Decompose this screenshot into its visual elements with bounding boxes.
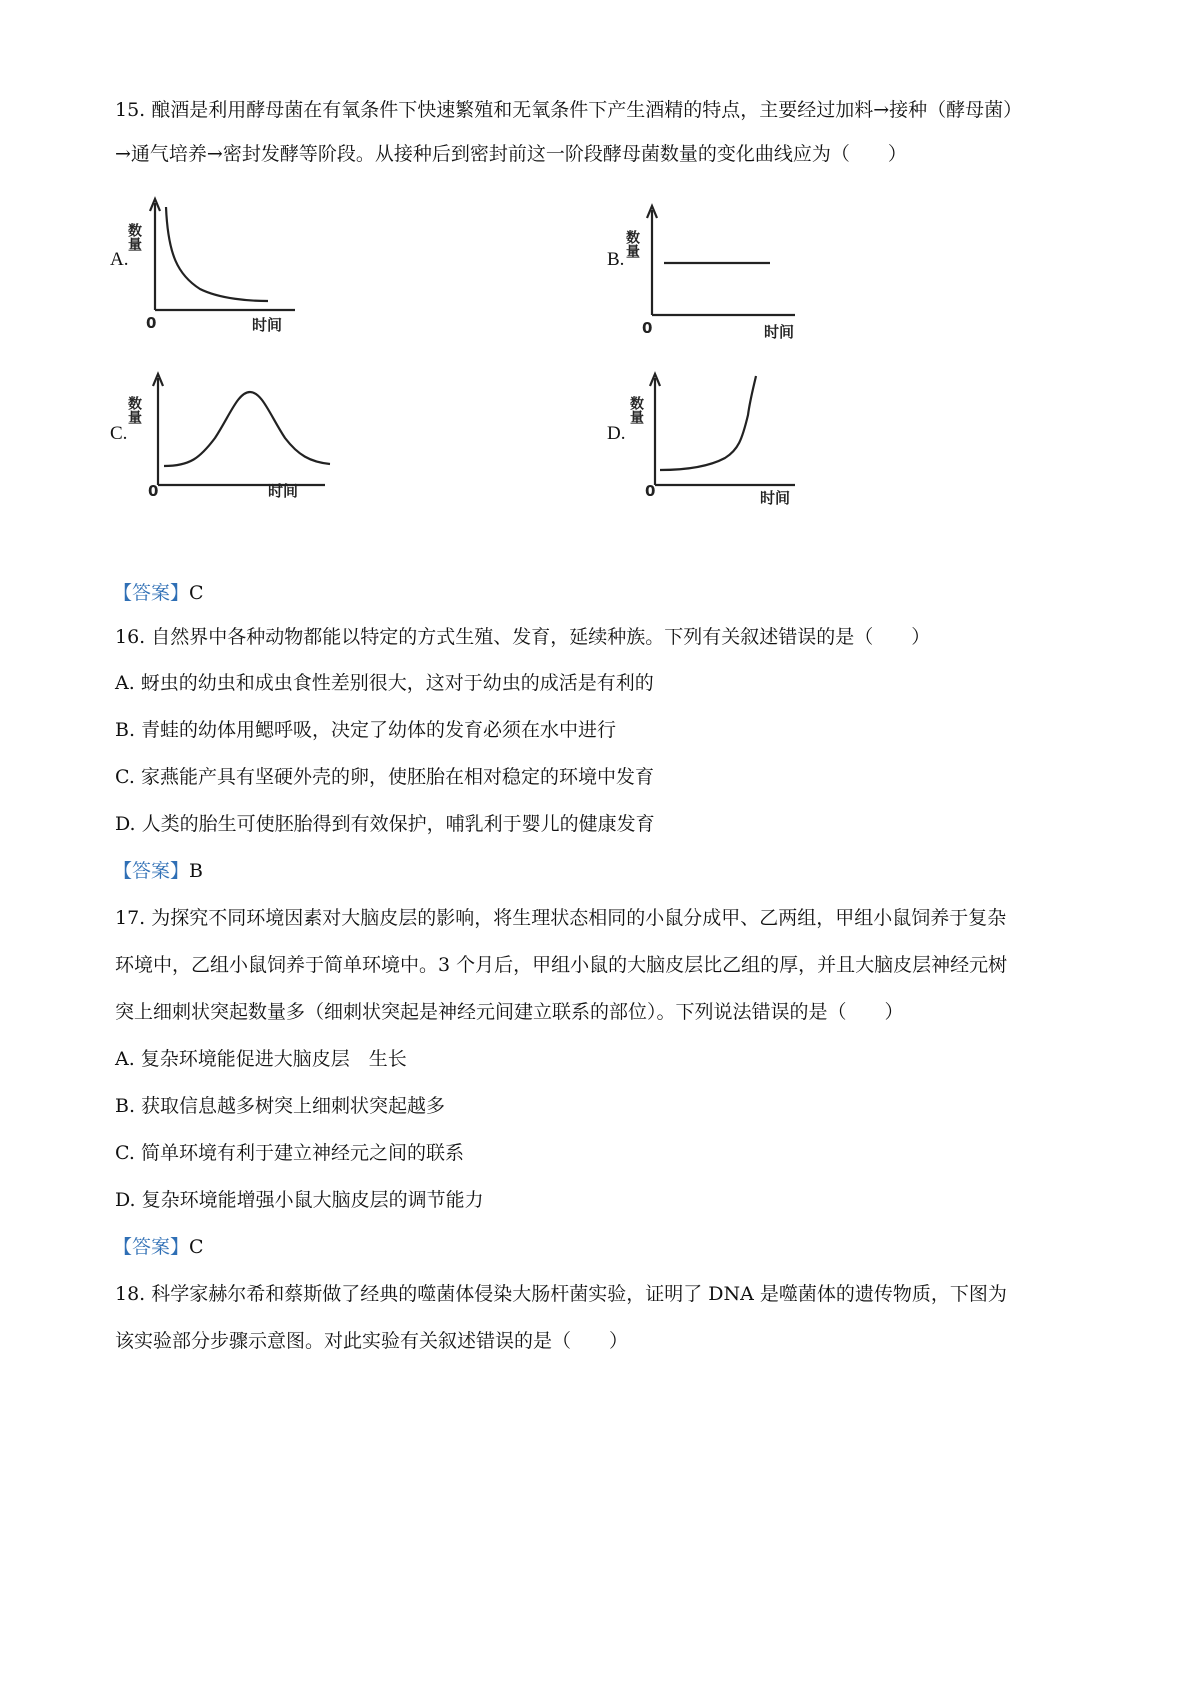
q15-graph-c-origin: 0	[148, 482, 159, 500]
q15-graph-d-ylabel: 数量	[628, 396, 644, 424]
q15-graph-d-curve	[660, 376, 756, 470]
q15-graph-a-curve	[166, 207, 268, 301]
q15-answer-label: 【答案】	[113, 582, 190, 604]
q15-graph-b-origin: 0	[642, 319, 653, 337]
q17-answer-value: C	[189, 1236, 204, 1258]
q15-graph-d-xlabel: 时间	[760, 489, 791, 507]
q16-answer-value: B	[189, 860, 203, 882]
q15-graph-b-xlabel: 时间	[764, 323, 795, 341]
q17-stem-line3: 突上细刺状突起数量多（细刺状突起是神经元间建立联系的部位）。下列说法错误的是（ ）	[115, 1001, 904, 1023]
q16-answer	[113, 859, 203, 883]
q15-stem-line1: 15. 酿酒是利用酵母菌在有氧条件下快速繁殖和无氧条件下产生酒精的特点，主要经过加料→接种（酵母菌）	[115, 99, 1023, 121]
q15-graph-a-xlabel: 时间	[252, 316, 283, 334]
q17-stem-line2: 环境中，乙组小鼠饲养于简单环境中。3 个月后，甲组小鼠的大脑皮层比乙组的厚，并且大脑皮层神经元树	[115, 954, 1008, 976]
q17-option-d: D. 复杂环境能增强小鼠大脑皮层的调节能力	[115, 1189, 484, 1211]
q15-graph-c	[126, 370, 330, 510]
q15-graph-a-origin: 0	[146, 314, 157, 332]
q17-stem-line1: 17. 为探究不同环境因素对大脑皮层的影响，将生理状态相同的小鼠分成甲、乙两组，甲组小鼠饲养于复杂	[115, 907, 1007, 929]
q16-option-c: C. 家燕能产具有坚硬外壳的卵，使胚胎在相对稳定的环境中发育	[115, 766, 654, 788]
q15-stem-line2: →通气培养→密封发酵等阶段。从接种后到密封前这一阶段酵母菌数量的变化曲线应为（ ）	[115, 143, 907, 165]
q17-option-a: A. 复杂环境能促进大脑皮层 生长	[115, 1048, 407, 1070]
q17-answer	[113, 1235, 204, 1259]
q15-option-a-letter: A.	[110, 249, 129, 270]
q15-graph-a	[126, 195, 300, 335]
q15-answer-value: C	[189, 582, 204, 604]
q15-option-c-letter: C.	[110, 423, 128, 444]
q15-graph-c-xlabel: 时间	[268, 482, 299, 500]
q15-graph-b	[624, 200, 800, 341]
q18-stem-line2: 该实验部分步骤示意图。对此实验有关叙述错误的是（ ）	[115, 1330, 629, 1352]
q16-option-d: D. 人类的胎生可使胚胎得到有效保护，哺乳利于婴儿的健康发育	[115, 813, 655, 835]
q16-option-a: A. 蚜虫的幼虫和成虫食性差别很大，这对于幼虫的成活是有利的	[115, 672, 654, 694]
q15-graph-d	[630, 370, 800, 515]
q18-stem-line1: 18. 科学家赫尔希和蔡斯做了经典的噬菌体侵染大肠杆菌实验，证明了 DNA 是噬菌体的遗传物质，下图为	[115, 1283, 1007, 1305]
q16-option-b: B. 青蛙的幼体用鳃呼吸，决定了幼体的发育必须在水中进行	[115, 719, 617, 741]
q15-graph-d-origin: 0	[645, 482, 656, 500]
q17-option-c: C. 简单环境有利于建立神经元之间的联系	[115, 1142, 464, 1164]
q15-graph-c-ylabel: 数量	[126, 396, 142, 424]
q15-graph-a-ylabel: 数量	[126, 223, 142, 251]
q15-option-d-letter: D.	[607, 423, 626, 444]
q15-graph-c-curve	[164, 392, 330, 466]
q17-option-b: B. 获取信息越多树突上细刺状突起越多	[115, 1095, 446, 1117]
q15-option-b-letter: B.	[607, 249, 625, 270]
q15-graph-b-ylabel: 数量	[624, 230, 640, 258]
q16-answer-label: 【答案】	[113, 860, 190, 882]
q16-stem: 16. 自然界中各种动物都能以特定的方式生殖、发育，延续种族。下列有关叙述错误的是（ ）	[115, 626, 931, 648]
q15-answer	[113, 581, 204, 605]
q17-answer-label: 【答案】	[113, 1236, 190, 1258]
